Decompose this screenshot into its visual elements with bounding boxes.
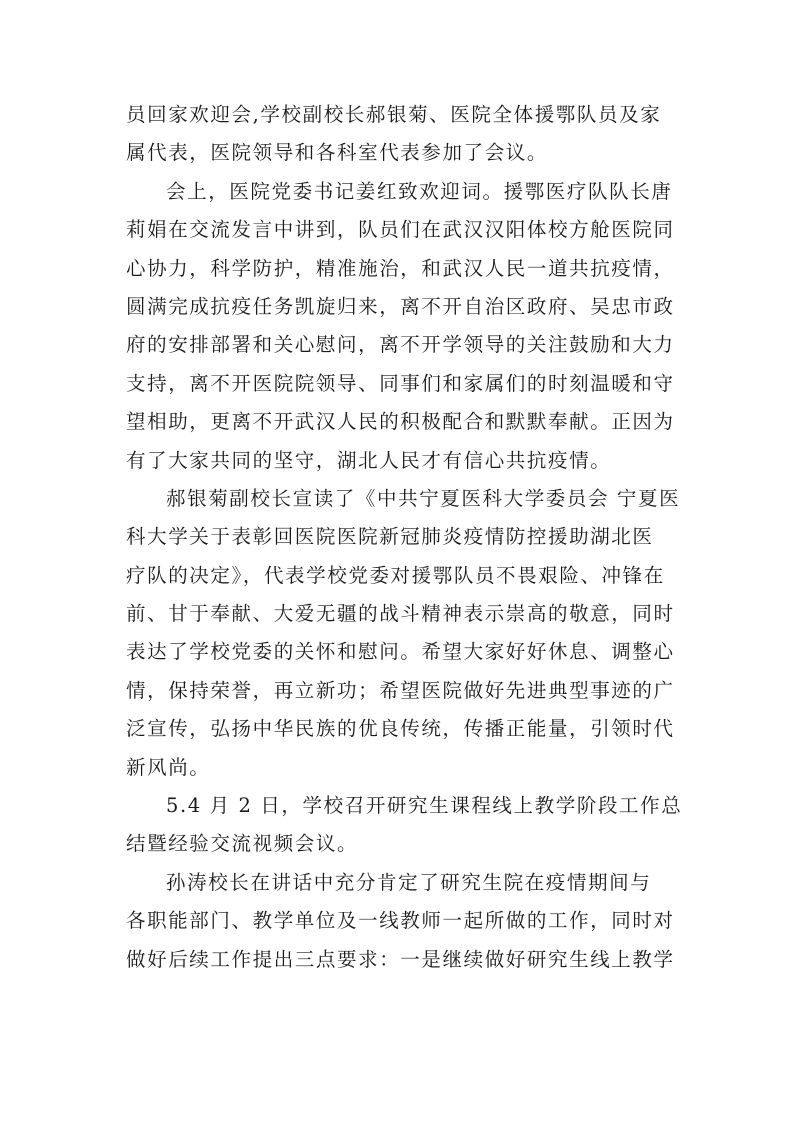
text-line: 做好后续工作提出三点要求：一是继续做好研究生线上教学 — [126, 947, 675, 971]
document-body-text — [126, 96, 683, 979]
text-line: 属代表，医院领导和各科室代表参加了会议。 — [126, 141, 549, 165]
text-line: 圆满完成抗疫任务凯旋归来，离不开自治区政府、吴忠市政 — [126, 294, 675, 318]
text-line: 5.4 月 2 日，学校召开研究生课程线上教学阶段工作总 — [166, 794, 683, 818]
text-line: 会上，医院党委书记姜红致欢迎词。援鄂医疗队队长唐 — [166, 179, 673, 203]
text-line: 疗队的决定》，代表学校党委对援鄂队员不畏艰险、冲锋在 — [126, 563, 665, 587]
text-line: 各职能部门、教学单位及一线教师一起所做的工作，同时对 — [126, 909, 675, 933]
text-line: 支持，离不开医院院领导、同事们和家属们的时刻温暖和守 — [126, 371, 675, 395]
text-line: 新风尚。 — [126, 755, 211, 779]
text-line: 情，保持荣誉，再立新功；希望医院做好先进典型事迹的广 — [126, 678, 675, 702]
text-line: 前、甘于奉献、大爱无疆的战斗精神表示崇高的敬意，同时 — [126, 602, 675, 626]
text-line: 科大学关于表彰回医院医院新冠肺炎疫情防控援助湖北医 — [126, 525, 654, 549]
text-line: 结暨经验交流视频会议。 — [126, 832, 359, 856]
text-line: 有了大家共同的坚守，湖北人民才有信心共抗疫情。 — [126, 448, 612, 472]
text-line: 望相助，更离不开武汉人民的积极配合和默默奉献。正因为 — [126, 410, 675, 434]
text-line: 心协力，科学防护，精准施治，和武汉人民一道共抗疫情， — [126, 256, 675, 280]
text-line: 莉娟在交流发言中讲到，队员们在武汉汉阳体校方舱医院同 — [126, 218, 675, 242]
text-line: 泛宣传，弘扬中华民族的优良传统，传播正能量，引领时代 — [126, 717, 675, 741]
text-line: 孙涛校长在讲话中充分肯定了研究生院在疫情期间与 — [166, 870, 652, 894]
text-line: 府的安排部署和关心慰问，离不开学领导的关注鼓励和大力 — [126, 333, 675, 357]
text-line: 表达了学校党委的关怀和慰问。希望大家好好休息、调整心 — [126, 640, 675, 664]
text-line: 员回家欢迎会,学校副校长郝银菊、医院全体援鄂队员及家 — [126, 103, 662, 126]
text-line: 郝银菊副校长宣读了《中共宁夏医科大学委员会 宁夏医 — [166, 486, 681, 510]
